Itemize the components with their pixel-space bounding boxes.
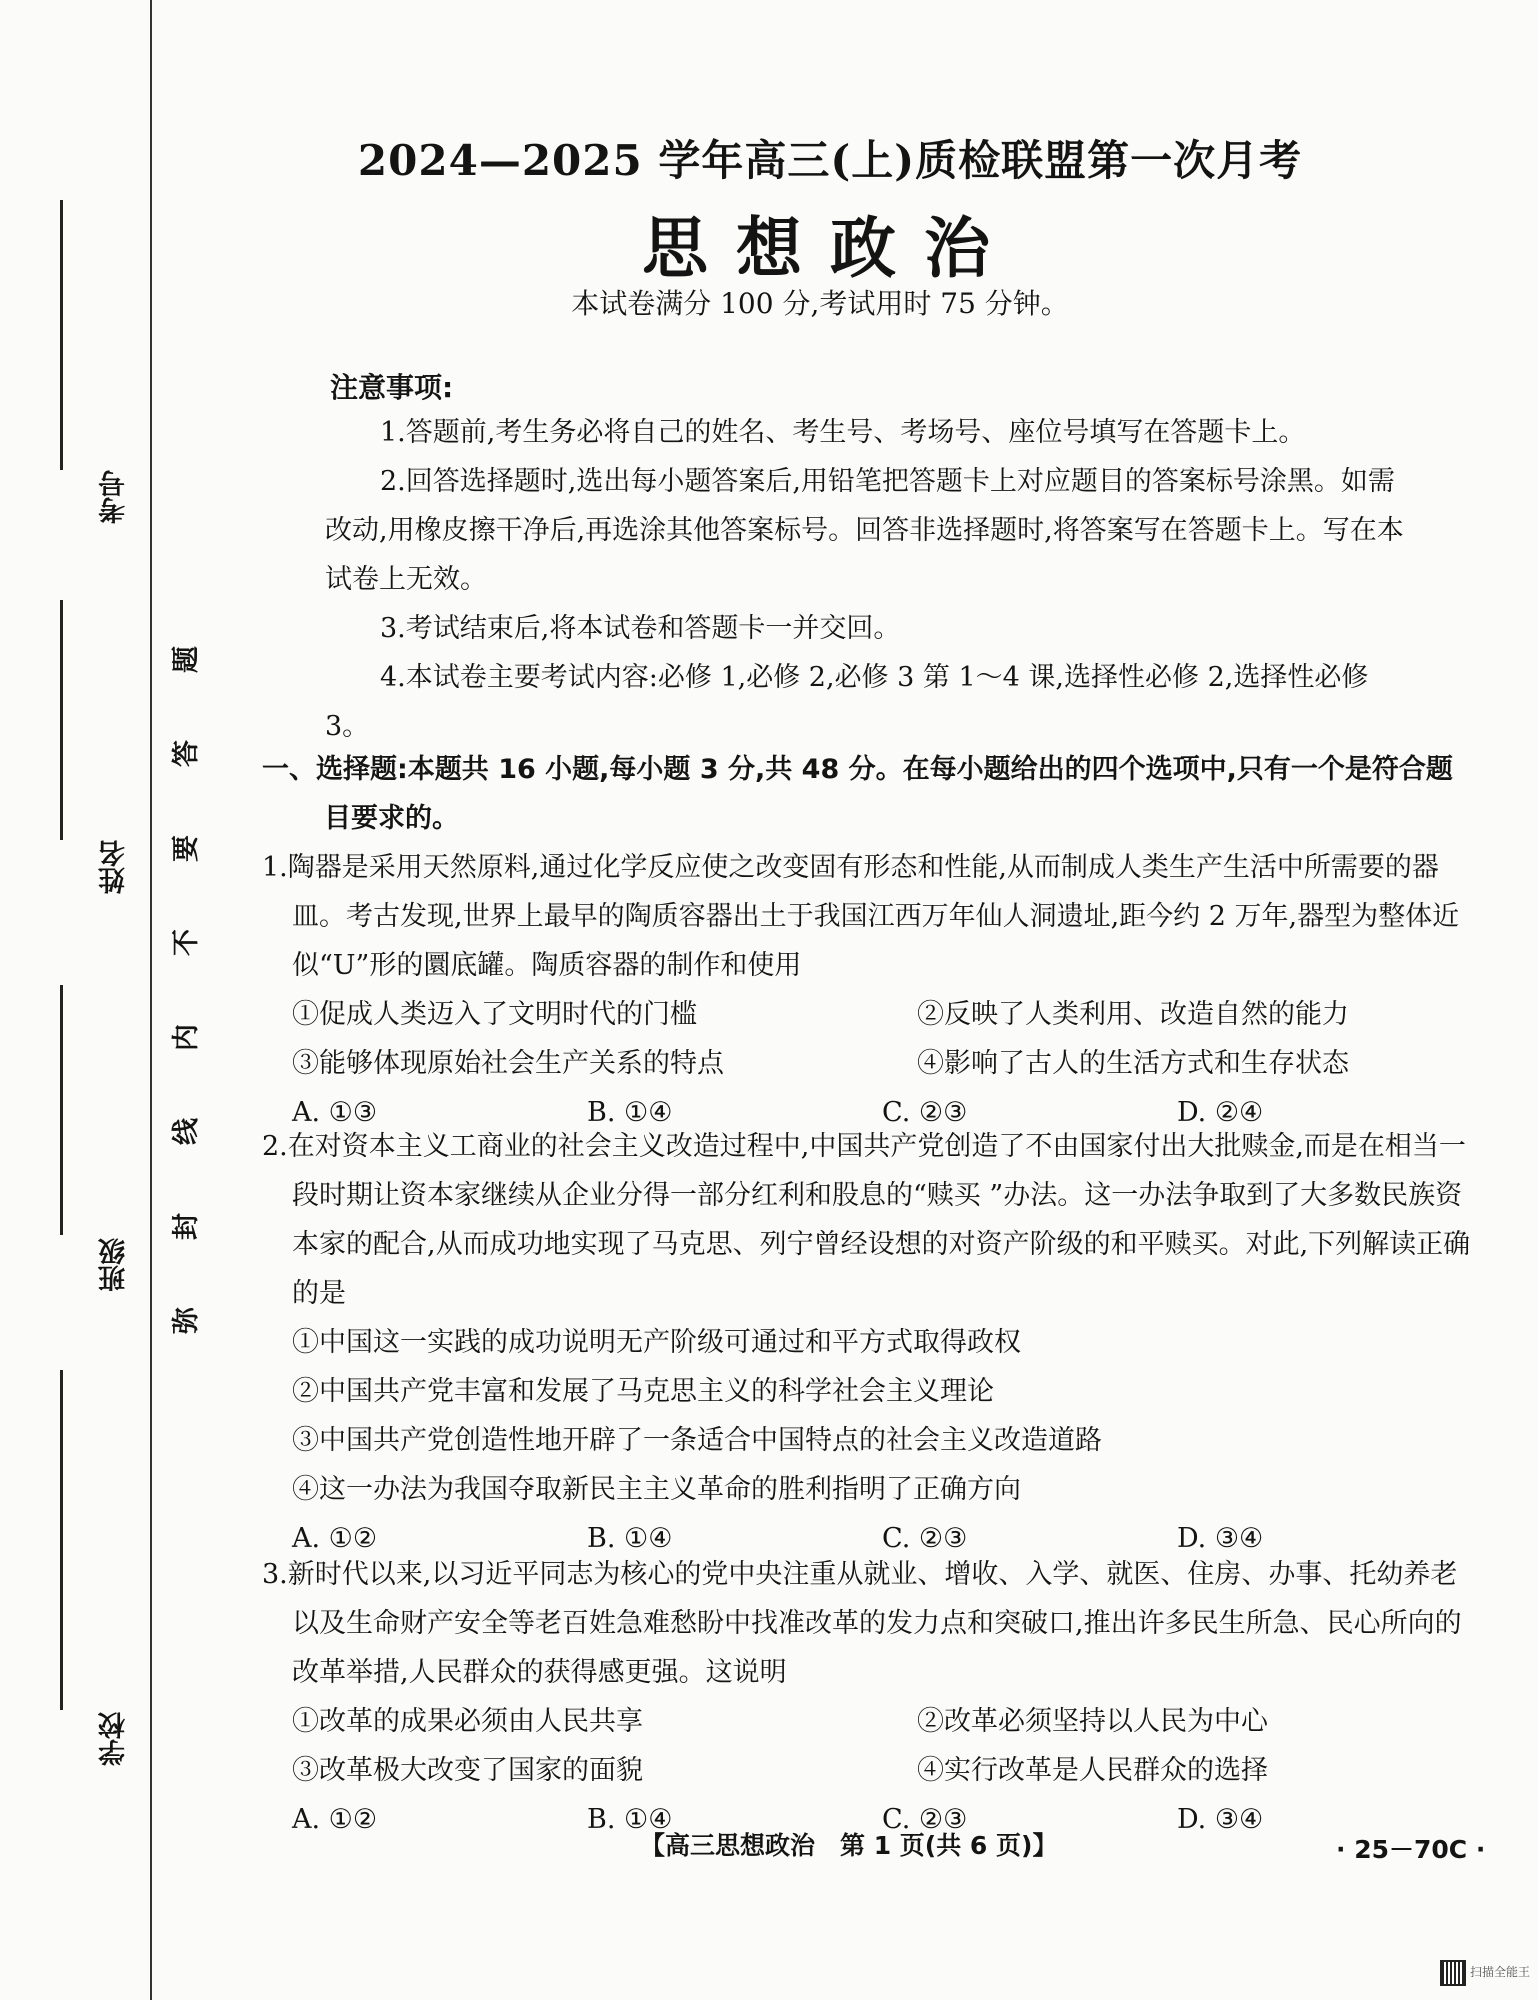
exam-title: 2024—2025 学年高三(上)质检联盟第一次月考	[357, 136, 1303, 185]
seal-char: 题	[170, 646, 202, 673]
section-heading: 一、选择题:本题共 16 小题,每小题 3 分,共 48 分。在每小题给出的四个选项中,只有一个是符合题目要求的。	[262, 754, 1453, 834]
seal-line	[150, 0, 152, 2000]
choice-b: B. ①④	[587, 1097, 673, 1128]
subject-title: 思想政治	[642, 210, 1018, 287]
name-underline	[60, 600, 63, 840]
option-2: ②反映了人类利用、改造自然的能力	[917, 999, 1349, 1030]
question-1	[262, 843, 1472, 1137]
question-options	[262, 1697, 1472, 1795]
notes-title: 注意事项:	[330, 371, 454, 404]
choice-c: C. ②③	[882, 1097, 968, 1128]
note-item: 2.回答选择题时,选出每小题答案后,用铅笔把答题卡上对应题目的答案标号涂黑。如需改动,用橡皮擦干净后,再选涂其他答案标号。回答非选择题时,将答案写在答题卡上。写在本试卷上无效。	[325, 466, 1404, 595]
seal-char: 答	[170, 740, 202, 768]
choice-a: A. ①②	[292, 1523, 378, 1554]
choice-d: D. ②④	[1177, 1097, 1264, 1128]
notes-list	[325, 408, 1420, 751]
choice-b: B. ①④	[587, 1523, 673, 1554]
choice-d: D. ③④	[1177, 1523, 1264, 1554]
exam-intro: 本试卷满分 100 分,考试用时 75 分钟。	[571, 287, 1069, 320]
note-item: 4.本试卷主要考试内容:必修 1,必修 2,必修 3 第 1～4 课,选择性必修 2,选择性必修 3。	[325, 662, 1369, 742]
option-3: ③中国共产党创造性地开辟了一条适合中国特点的社会主义改造道路	[292, 1425, 1102, 1456]
binding-margin	[0, 0, 175, 2000]
choice-d: D. ③④	[1177, 1804, 1264, 1835]
question-3	[262, 1550, 1472, 1844]
option-2: ②改革必须坚持以人民为中心	[917, 1706, 1268, 1737]
question-stem: 1.陶器是采用天然原料,通过化学反应使之改变固有形态和性能,从而制成人类生产生活中所需要的器皿。考古发现,世界上最早的陶质容器出土于我国江西万年仙人洞遗址,距今约 2 万年,器型为整体近似“U”形的圜底罐。陶质容器的制作和使用	[262, 852, 1460, 981]
option-4: ④实行改革是人民群众的选择	[917, 1755, 1268, 1786]
question-options	[262, 1318, 1472, 1514]
name-label: 姓名	[99, 840, 130, 894]
school-label: 学校	[99, 1712, 130, 1766]
seal-char: 弥	[170, 1306, 202, 1334]
option-4: ④这一办法为我国夺取新民主主义革命的胜利指明了正确方向	[292, 1474, 1021, 1505]
note-item: 1.答题前,考生务必将自己的姓名、考生号、考场号、座位号填写在答题卡上。	[380, 417, 1306, 448]
option-1: ①改革的成果必须由人民共享	[292, 1706, 643, 1737]
seal-char: 封	[170, 1212, 202, 1240]
seal-char: 内	[170, 1023, 202, 1051]
seal-warning-text	[163, 640, 203, 1340]
seal-char: 不	[170, 929, 202, 957]
option-1: ①中国这一实践的成功说明无产阶级可通过和平方式取得政权	[292, 1327, 1021, 1358]
seal-char: 线	[170, 1118, 202, 1146]
class-label: 班级	[99, 1238, 130, 1292]
exam-number-underline	[60, 200, 63, 470]
page-footer: 【高三思想政治 第 1 页(共 6 页)】	[640, 1831, 1058, 1860]
choice-a: A. ①②	[292, 1804, 378, 1835]
choice-c: C. ②③	[882, 1523, 968, 1554]
option-2: ②中国共产党丰富和发展了马克思主义的科学社会主义理论	[292, 1376, 994, 1407]
option-4: ④影响了古人的生活方式和生存状态	[917, 1048, 1349, 1079]
choice-c: C. ②③	[882, 1804, 968, 1835]
school-underline	[60, 1370, 63, 1710]
scanner-watermark: 扫描全能王	[1470, 1965, 1531, 1979]
seal-char: 要	[170, 834, 202, 862]
choice-a: A. ①③	[292, 1097, 378, 1128]
option-3: ③改革极大改变了国家的面貌	[292, 1755, 643, 1786]
question-stem: 3.新时代以来,以习近平同志为核心的党中央注重从就业、增收、入学、就医、住房、办事、托幼养老以及生命财产安全等老百姓急难愁盼中找准改革的发力点和突破口,推出许多民生所急、民心所向的改革举措,人民群众的获得感更强。这说明	[262, 1559, 1462, 1688]
question-options	[262, 990, 1472, 1088]
note-item: 3.考试结束后,将本试卷和答题卡一并交回。	[380, 613, 901, 644]
question-stem: 2.在对资本主义工商业的社会主义改造过程中,中国共产党创造了不由国家付出大批赎金,而是在相当一段时期让资本家继续从企业分得一部分红利和股息的“赎买 ”办法。这一办法争取到了大多数民族资本家的配合,从而成功地实现了马克思、列宁曾经设想的对资产阶级的和平赎买。对此,下列解读正确的是	[262, 1131, 1471, 1309]
class-underline	[60, 985, 63, 1235]
qr-code-icon	[1440, 1960, 1466, 1986]
exam-number-label: 考号	[99, 470, 130, 524]
option-1: ①促成人类迈入了文明时代的门槛	[292, 999, 697, 1030]
option-3: ③能够体现原始社会生产关系的特点	[292, 1048, 724, 1079]
question-2	[262, 1122, 1472, 1563]
choice-b: B. ①④	[587, 1804, 673, 1835]
exam-code: · 25－70C ·	[1336, 1835, 1486, 1864]
